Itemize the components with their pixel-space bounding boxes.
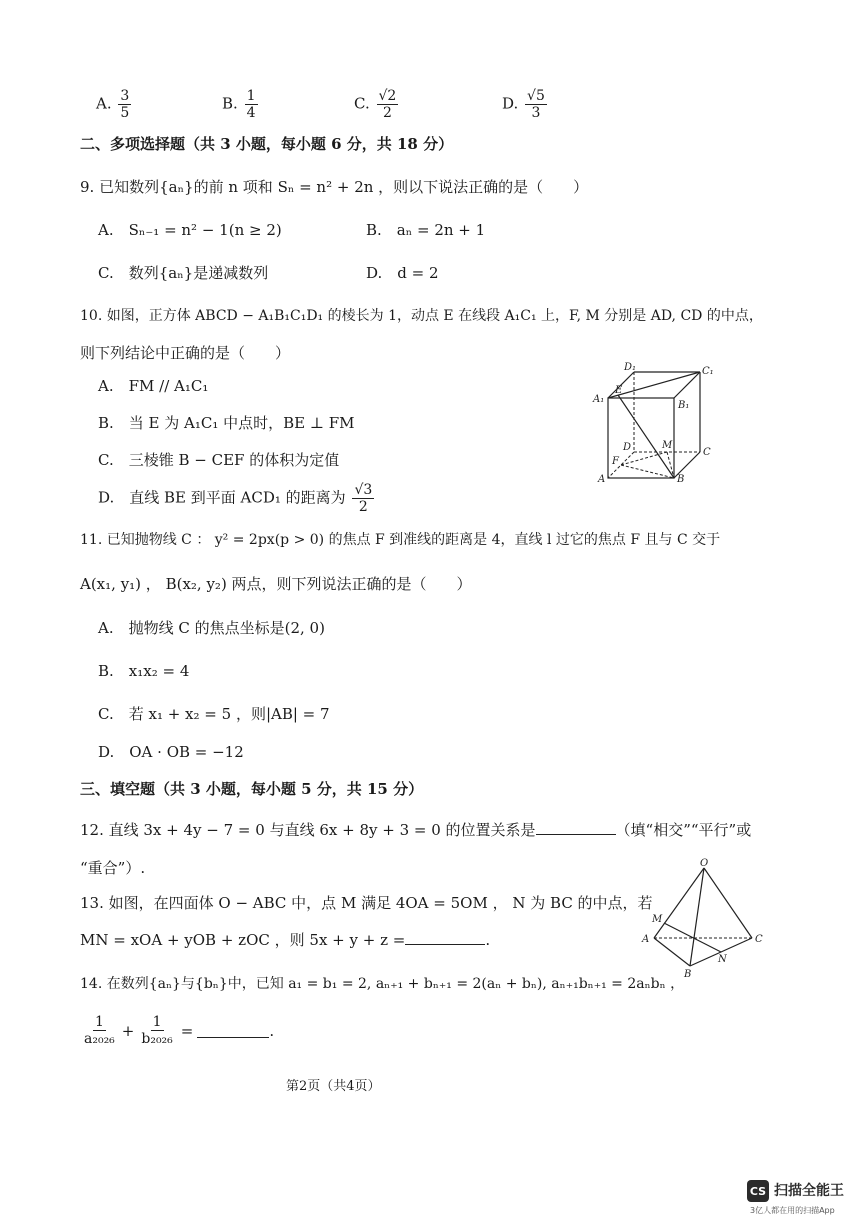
watermark-brand: 扫描全能王	[774, 1183, 844, 1199]
label-c: C	[703, 447, 711, 458]
fraction: $\frac{1}{\text{a₂₀₂₆}}$	[84, 1014, 115, 1047]
question-10-option-d: D. 直线 BE 到平面 ACD₁ 的距离为 $\frac{√3}{2}$	[98, 482, 373, 515]
camscanner-logo-icon: CS	[747, 1180, 769, 1202]
fraction: $\frac{1}{4}$	[246, 88, 256, 121]
cube-figure	[590, 360, 720, 485]
question-11-option-a: A. 抛物线 C 的焦点坐标是(2, 0)	[98, 619, 325, 637]
label-m: M	[652, 914, 663, 925]
question-10-stem-line1: 10. 如图，正方体 ABCD − A₁B₁C₁D₁ 的棱长为 1，动点 E 在线段 A₁C₁ 上，F, M 分别是 AD, CD 的中点，	[80, 308, 763, 324]
question-14-stem-line2: $\frac{1}{\text{a₂₀₂₆}}$ + $\frac{1}{\text{b₂₀₂₆}}$ = .	[84, 1014, 275, 1047]
question-13-stem-line2: MN = xOA + yOB + zOC ，则 5x + y + z = .	[80, 931, 491, 949]
answer-blank[interactable]	[536, 820, 616, 835]
question-10-option-a: A. FM // A₁C₁	[98, 377, 209, 395]
question-9-stem: 9. 已知数列{aₙ}的前 n 项和 Sₙ = n² + 2n ，则以下说法正确的是（ ）	[80, 178, 589, 196]
label-n: N	[718, 954, 727, 965]
question-11-stem-line1: 11. 已知抛物线 C ： y² = 2px(p > 0) 的焦点 F 到准线的距离是 4，直线 l 过它的焦点 F 且与 C 交于	[80, 532, 721, 548]
question-9-option-b: B. aₙ = 2n + 1	[366, 221, 486, 239]
fraction: $\frac{3}{5}$	[120, 88, 130, 121]
q8-option-b: B. $\frac{1}{4}$	[222, 88, 256, 121]
label-a: A	[642, 934, 650, 945]
label-d: D	[623, 442, 632, 453]
fraction: $\frac{√3}{2}$	[354, 482, 373, 515]
fraction: $\frac{√2}{2}$	[378, 88, 397, 121]
label-b: B	[684, 969, 692, 980]
answer-blank[interactable]	[405, 930, 485, 945]
label-m: M	[662, 440, 673, 451]
question-9-option-d: D. d = 2	[366, 264, 439, 282]
question-12-stem-line1: 12. 直线 3x + 4y − 7 = 0 与直线 6x + 8y + 3 = 0 的位置关系是 （填“相交”“平行”或	[80, 821, 752, 839]
q8-option-a: A. $\frac{3}{5}$	[96, 88, 130, 121]
question-11-stem-line2: A(x₁, y₁) ， B(x₂, y₂) 两点，则下列说法正确的是（ ）	[80, 575, 472, 593]
label-e: E	[615, 385, 623, 396]
answer-blank[interactable]	[197, 1023, 269, 1038]
label-a: A	[598, 474, 606, 485]
label-a1: A₁	[593, 394, 605, 405]
question-14-stem-line1: 14. 在数列{aₙ}与{bₙ}中，已知 a₁ = b₁ = 2, aₙ₊₁ + bₙ₊₁ = 2(aₙ + bₙ), aₙ₊₁bₙ₊₁ = 2aₙbₙ ，	[80, 976, 685, 992]
question-9-option-c: C. 数列{aₙ}是递减数列	[98, 264, 269, 282]
fraction: $\frac{√5}{3}$	[527, 88, 545, 121]
question-10-option-c: C. 三棱锥 B − CEF 的体积为定值	[98, 451, 340, 469]
watermark-tagline: 3亿人都在用的扫描App	[750, 1206, 835, 1215]
q8-option-d: D. $\frac{√5}{3}$	[502, 88, 545, 121]
question-12-stem-line2: “重合”）.	[80, 859, 146, 877]
fraction: $\frac{1}{\text{b₂₀₂₆}}$	[141, 1014, 173, 1047]
q8-option-c: C. $\frac{√2}{2}$	[354, 88, 397, 121]
question-13-stem-line1: 13. 如图，在四面体 O − ABC 中，点 M 满足 4OA = 5OM ， N 为 BC 的中点，若	[80, 894, 653, 912]
label-f: F	[612, 456, 619, 467]
question-11-option-c: C. 若 x₁ + x₂ = 5 ，则|AB| = 7	[98, 705, 330, 723]
section-title-fill-in: 三、填空题（共 3 小题，每小题 5 分，共 15 分）	[80, 780, 424, 798]
label-d1: D₁	[624, 362, 637, 373]
question-11-option-d: D. OA · OB = −12	[98, 743, 244, 761]
label-o: O	[700, 858, 709, 869]
question-11-option-b: B. x₁x₂ = 4	[98, 662, 190, 680]
label-c: C	[755, 934, 763, 945]
tetrahedron-figure	[640, 856, 770, 981]
question-10-option-b: B. 当 E 为 A₁C₁ 中点时，BE ⊥ FM	[98, 414, 355, 432]
label-c1: C₁	[702, 366, 714, 377]
label-b1: B₁	[678, 400, 690, 411]
page-number: 第2页（共4页）	[286, 1079, 381, 1094]
question-9-option-a: A. Sₙ₋₁ = n² − 1(n ≥ 2)	[98, 221, 282, 239]
question-10-stem-line2: 则下列结论中正确的是（ ）	[80, 344, 291, 362]
section-title-multiple-choice: 二、多项选择题（共 3 小题，每小题 6 分，共 18 分）	[80, 135, 454, 153]
label-b: B	[677, 474, 685, 485]
